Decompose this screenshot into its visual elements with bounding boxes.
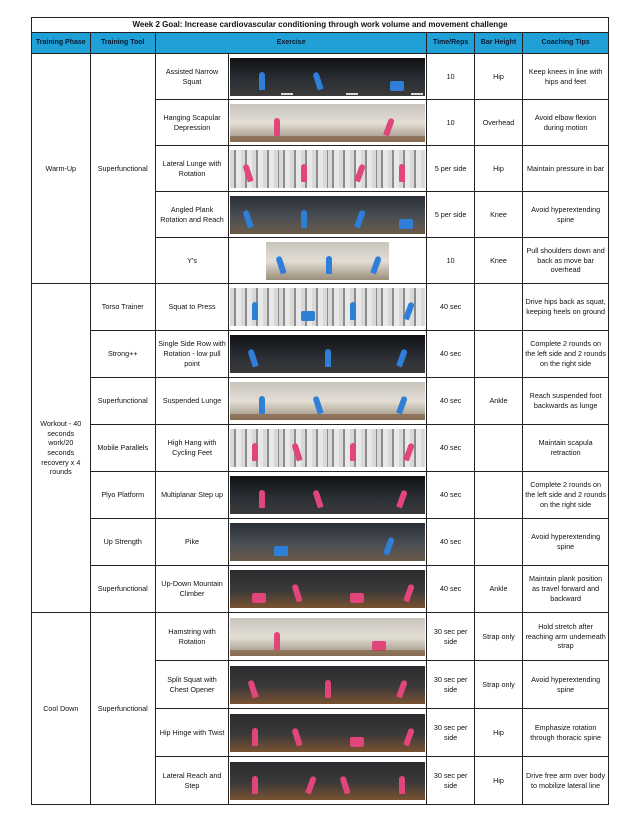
- exercise-photos: [229, 192, 427, 238]
- exercise-photo: [295, 476, 360, 514]
- exercise-photo: [279, 429, 328, 467]
- exercise-name: Assisted Narrow Squat: [155, 54, 228, 100]
- training-tool: Plyo Platform: [90, 472, 155, 519]
- tool-warmup: Superfunctional: [90, 54, 155, 284]
- training-tool: Superfunctional: [90, 566, 155, 613]
- coaching-tip: Avoid hyperextending spine: [523, 192, 609, 238]
- time-reps: 30 sec per side: [427, 661, 474, 709]
- time-reps: 5 per side: [427, 146, 474, 192]
- exercise-name: Angled Plank Rotation and Reach: [155, 192, 228, 238]
- exercise-photo: [328, 150, 377, 188]
- exercise-name: Suspended Lunge: [155, 378, 228, 425]
- exercise-photo: [377, 570, 426, 608]
- exercise-photo: [230, 523, 328, 561]
- tool-cooldown: Superfunctional: [90, 613, 155, 805]
- exercise-photo: [328, 429, 377, 467]
- table-row: [32, 284, 609, 331]
- exercise-name: Hip Hinge with Twist: [155, 709, 228, 757]
- exercise-photo: [230, 150, 279, 188]
- exercise-name: Split Squat with Chest Opener: [155, 661, 228, 709]
- bar-height: [474, 472, 522, 519]
- exercise-photo: [230, 288, 279, 326]
- exercise-name: Hanging Scapular Depression: [155, 100, 228, 146]
- time-reps: 40 sec: [427, 566, 474, 613]
- header-training-tool: Training Tool: [90, 33, 155, 54]
- time-reps: 5 per side: [427, 192, 474, 238]
- exercise-photo: [266, 242, 307, 280]
- coaching-tip: Complete 2 rounds on the left side and 2 rounds on the right side: [523, 331, 609, 378]
- exercise-photos: [229, 472, 427, 519]
- time-reps: 10: [427, 238, 474, 284]
- exercise-photos: [229, 378, 427, 425]
- header-bar-height: Bar Height: [474, 33, 522, 54]
- exercise-photo: [328, 762, 377, 800]
- exercise-photo: [230, 104, 328, 142]
- exercise-photo: [230, 570, 279, 608]
- bar-height: Overhead: [474, 100, 522, 146]
- exercise-photo: [230, 429, 279, 467]
- exercise-photo: [328, 196, 377, 234]
- exercise-photo: [295, 58, 360, 96]
- exercise-photo: [377, 429, 426, 467]
- exercise-name: Y's: [155, 238, 228, 284]
- exercise-photos: [229, 613, 427, 661]
- exercise-photo: [279, 570, 328, 608]
- header-coaching-tips: Coaching Tips: [523, 33, 609, 54]
- bar-height: Hip: [474, 146, 522, 192]
- header-exercise: Exercise: [155, 33, 427, 54]
- exercise-photo: [360, 382, 425, 420]
- phase-warmup: Warm-Up: [32, 54, 91, 284]
- time-reps: 40 sec: [427, 519, 474, 566]
- exercise-photos: [229, 709, 427, 757]
- exercise-name: Lateral Reach and Step: [155, 757, 228, 805]
- table-row: [32, 613, 609, 661]
- exercise-photos: [229, 566, 427, 613]
- time-reps: 40 sec: [427, 425, 474, 472]
- bar-height: Ankle: [474, 378, 522, 425]
- exercise-photo: [279, 150, 328, 188]
- time-reps: 30 sec per side: [427, 757, 474, 805]
- exercise-photo: [307, 242, 348, 280]
- exercise-photo: [328, 570, 377, 608]
- table-row: [32, 54, 609, 100]
- exercise-photo: [230, 476, 295, 514]
- exercise-photo: [328, 523, 426, 561]
- bar-height: Hip: [474, 709, 522, 757]
- exercise-photo: [279, 288, 328, 326]
- exercise-photo: [230, 58, 295, 96]
- exercise-photo: [328, 618, 426, 656]
- exercise-photo: [377, 762, 426, 800]
- table-row: [32, 566, 609, 613]
- time-reps: 40 sec: [427, 284, 474, 331]
- bar-height: Strap only: [474, 613, 522, 661]
- exercise-photo: [377, 196, 426, 234]
- coaching-tip: Complete 2 rounds on the left side and 2 rounds on the right side: [523, 472, 609, 519]
- training-tool: Mobile Parallels: [90, 425, 155, 472]
- table-row: [32, 425, 609, 472]
- exercise-photo: [295, 335, 360, 373]
- time-reps: 40 sec: [427, 378, 474, 425]
- exercise-name: Lateral Lunge with Rotation: [155, 146, 228, 192]
- exercise-photo: [230, 762, 279, 800]
- exercise-photo: [348, 242, 389, 280]
- exercise-photo: [295, 382, 360, 420]
- exercise-name: Squat to Press: [155, 284, 228, 331]
- exercise-photo: [279, 762, 328, 800]
- exercise-photos: [229, 519, 427, 566]
- bar-height: [474, 331, 522, 378]
- bar-height: [474, 519, 522, 566]
- coaching-tip: Pull shoulders down and back as move bar overhead: [523, 238, 609, 284]
- exercise-photo: [230, 666, 295, 704]
- time-reps: 40 sec: [427, 472, 474, 519]
- exercise-photo: [360, 335, 425, 373]
- exercise-photo: [230, 618, 328, 656]
- training-plan-table: [31, 17, 609, 805]
- training-tool: Torso Trainer: [90, 284, 155, 331]
- exercise-photos: [229, 54, 427, 100]
- coaching-tip: Drive free arm over body to mobilize lateral line: [523, 757, 609, 805]
- exercise-photo: [230, 382, 295, 420]
- exercise-photos: [229, 238, 427, 284]
- exercise-name: Single Side Row with Rotation - low pull point: [155, 331, 228, 378]
- exercise-photo: [377, 150, 426, 188]
- coaching-tip: Reach suspended foot backwards as lunge: [523, 378, 609, 425]
- coaching-tip: Emphasize rotation through thoracic spine: [523, 709, 609, 757]
- exercise-photos: [229, 425, 427, 472]
- bar-height: Ankle: [474, 566, 522, 613]
- bar-height: [474, 284, 522, 331]
- table-row: [32, 378, 609, 425]
- exercise-photos: [229, 284, 427, 331]
- bar-height: Hip: [474, 54, 522, 100]
- exercise-photos: [229, 146, 427, 192]
- coaching-tip: Maintain scapula retraction: [523, 425, 609, 472]
- coaching-tip: Hold stretch after reaching arm underneath strap: [523, 613, 609, 661]
- phase-cooldown: Cool Down: [32, 613, 91, 805]
- exercise-photo: [328, 288, 377, 326]
- coaching-tip: Maintain plank position as travel forward and backward: [523, 566, 609, 613]
- coaching-tip: Avoid hyperextending spine: [523, 661, 609, 709]
- exercise-photo: [279, 714, 328, 752]
- bar-height: Knee: [474, 238, 522, 284]
- bar-height: Knee: [474, 192, 522, 238]
- phase-workout: Workout - 40 seconds work/20 seconds recovery x 4 rounds: [32, 284, 91, 613]
- coaching-tip: Avoid hyperextending spine: [523, 519, 609, 566]
- exercise-photo: [360, 666, 425, 704]
- training-tool: Superfunctional: [90, 378, 155, 425]
- exercise-photos: [229, 331, 427, 378]
- time-reps: 10: [427, 54, 474, 100]
- coaching-tip: Maintain pressure in bar: [523, 146, 609, 192]
- time-reps: 30 sec per side: [427, 709, 474, 757]
- exercise-name: High Hang with Cycling Feet: [155, 425, 228, 472]
- coaching-tip: Avoid elbow flexion during motion: [523, 100, 609, 146]
- exercise-name: Up-Down Mountain Climber: [155, 566, 228, 613]
- bar-height: Hip: [474, 757, 522, 805]
- time-reps: 10: [427, 100, 474, 146]
- table-row: [32, 331, 609, 378]
- exercise-name: Hamstring with Rotation: [155, 613, 228, 661]
- exercise-photo: [295, 666, 360, 704]
- header-training-phase: Training Phase: [32, 33, 91, 54]
- exercise-photos: [229, 100, 427, 146]
- exercise-photo: [377, 714, 426, 752]
- exercise-photo: [360, 476, 425, 514]
- coaching-tip: Drive hips back as squat, keeping heels on ground: [523, 284, 609, 331]
- exercise-photo: [230, 196, 279, 234]
- exercise-photo: [328, 714, 377, 752]
- bar-height: Strap only: [474, 661, 522, 709]
- exercise-photo: [230, 335, 295, 373]
- exercise-name: Pike: [155, 519, 228, 566]
- header-time-reps: Time/Reps: [427, 33, 474, 54]
- training-tool: Up Strength: [90, 519, 155, 566]
- exercise-photo: [230, 714, 279, 752]
- time-reps: 30 sec per side: [427, 613, 474, 661]
- time-reps: 40 sec: [427, 331, 474, 378]
- training-tool: Strong++: [90, 331, 155, 378]
- exercise-photo: [279, 196, 328, 234]
- bar-height: [474, 425, 522, 472]
- exercise-photos: [229, 757, 427, 805]
- exercise-photos: [229, 661, 427, 709]
- exercise-name: Multiplanar Step up: [155, 472, 228, 519]
- exercise-photo: [360, 58, 425, 96]
- exercise-photo: [328, 104, 426, 142]
- table-row: [32, 519, 609, 566]
- exercise-photo: [377, 288, 426, 326]
- sheet-title: Week 2 Goal: Increase cardiovascular conditioning through work volume and movement challenge: [32, 18, 609, 33]
- table-row: [32, 472, 609, 519]
- coaching-tip: Keep knees in line with hips and feet: [523, 54, 609, 100]
